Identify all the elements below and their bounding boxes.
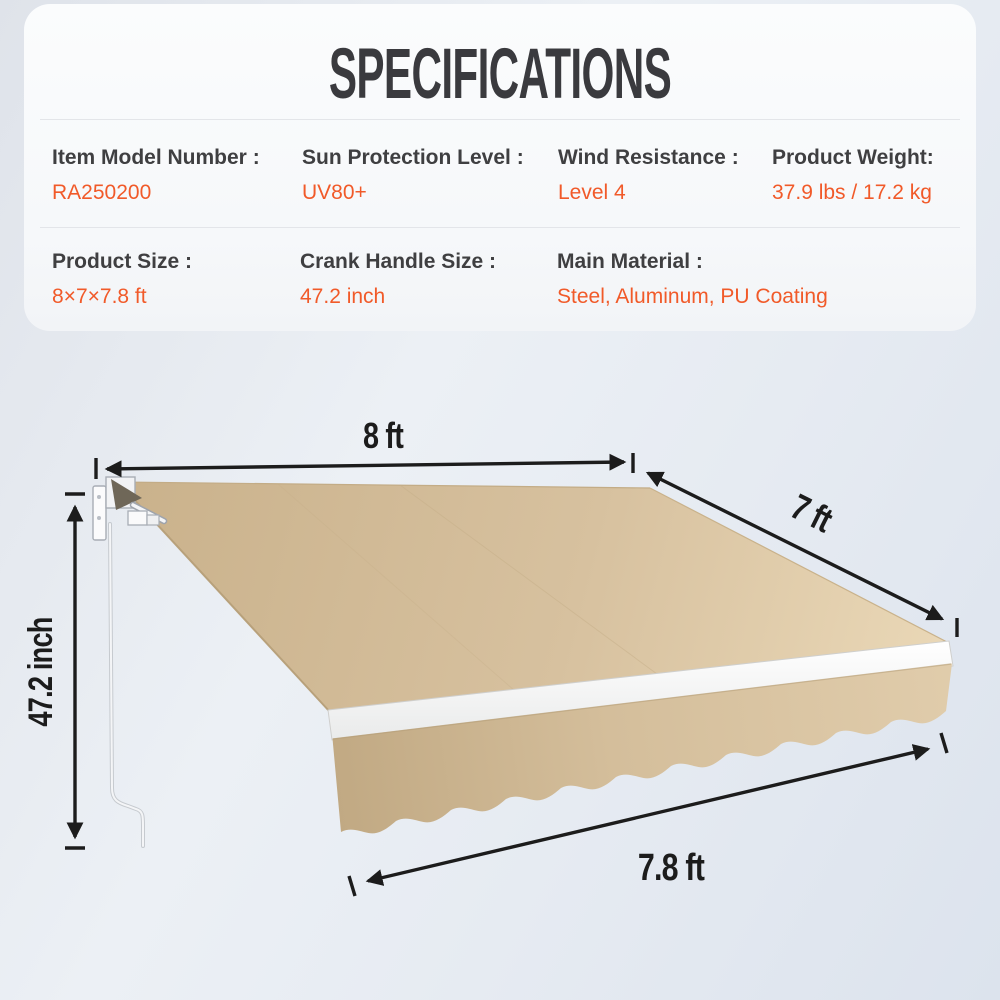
spec-label: Item Model Number : xyxy=(52,146,260,169)
height-dimension-label: 47.2 inch xyxy=(21,617,60,727)
spec-label: Main Material : xyxy=(557,250,703,273)
spec-value: Level 4 xyxy=(558,181,626,204)
depth-dimension-label: 7 ft xyxy=(784,485,839,540)
spec-value: 8×7×7.8 ft xyxy=(52,285,147,308)
height-dimension-arrow xyxy=(65,494,85,848)
width-dimension-label: 8 ft xyxy=(363,414,403,456)
spec-label: Product Size : xyxy=(52,250,193,273)
crank-handle xyxy=(110,524,143,846)
spec-value: 37.9 lbs / 17.2 kg xyxy=(772,181,932,204)
spec-value: RA250200 xyxy=(52,181,152,204)
page-title: SPECIFICATIONS xyxy=(328,33,672,113)
front-width-dimension-label: 7.8 ft xyxy=(637,846,705,889)
spec-value: UV80+ xyxy=(302,181,367,204)
spec-value: 47.2 inch xyxy=(300,285,386,308)
spec-label: Wind Resistance : xyxy=(558,146,739,169)
spec-value: Steel, Aluminum, PU Coating xyxy=(557,285,828,308)
width-dimension-arrow xyxy=(96,453,633,479)
spec-label: Sun Protection Level : xyxy=(302,146,524,169)
spec-label: Product Weight: xyxy=(772,146,934,169)
spec-label: Crank Handle Size : xyxy=(300,250,497,273)
